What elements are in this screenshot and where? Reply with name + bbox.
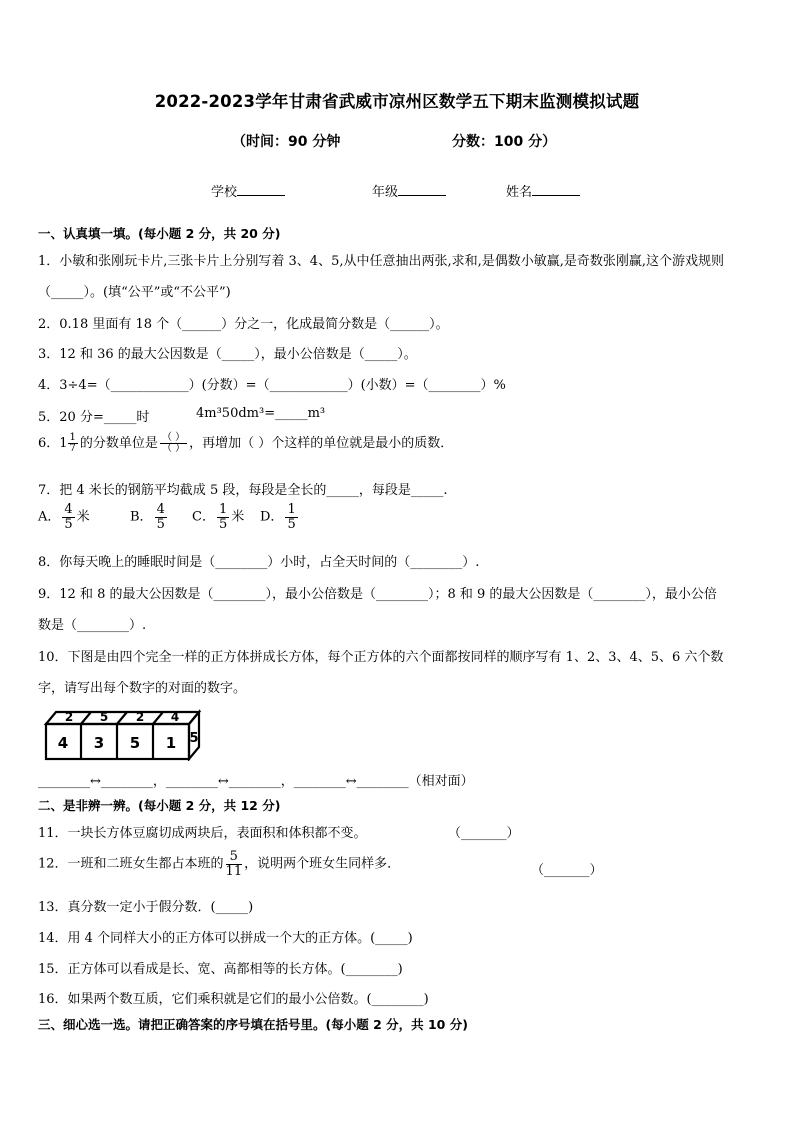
question-2: 2．0.18 里面有 18 个（______）分之一，化成最简分数是（______）。 <box>38 317 449 332</box>
question-12 <box>38 850 400 878</box>
exam-score: 分数：100 分） <box>452 134 557 150</box>
question-6-prefix: 6．1 <box>38 436 68 451</box>
option-a-unit: 米 <box>76 509 90 525</box>
section-2-heading: 二、是非辨一辨。(每小题 2 分，共 12 分) <box>38 798 281 813</box>
cube-divider <box>153 712 163 724</box>
question-16: 16．如果两个数互质，它们乘积就是它们的最小公倍数。(________) <box>38 992 429 1007</box>
question-4: 4．3÷4=（____________）(分数）=（____________）(小数）=（________）% <box>38 378 506 393</box>
question-7: 7．把 4 米长的钢筋平均截成 5 段，每段是全长的_____，每段是_____. <box>38 483 448 498</box>
option-d-numerator: 1 <box>287 502 296 517</box>
cube-top-number: 5 <box>99 710 109 724</box>
question-3: 3．12 和 36 的最大公因数是（_____），最小公倍数是（_____）。 <box>38 347 417 362</box>
option-a-denominator: 5 <box>64 516 73 532</box>
option-c-fraction <box>217 503 229 531</box>
question-8: 8．你每天晚上的睡眠时间是（________）小时，占全天时间的（________）. <box>38 555 480 570</box>
cube-side-number: 5 <box>189 731 199 746</box>
option-d-letter: D． <box>260 509 284 525</box>
question-6 <box>38 432 453 455</box>
question-1-line-1: 1．小敏和张刚玩卡片,三张卡片上分别写着 3、4、5,从中任意抽出两张,求和,是偶数小敏赢,是奇数张刚赢,这个游戏规则 <box>38 254 725 269</box>
cube-front-number: 5 <box>129 734 141 752</box>
cube-divider <box>117 712 127 724</box>
question-6-suffix: ，再增加（ ）个这样的单位就是最小的质数． <box>189 436 454 451</box>
option-c-numerator: 1 <box>218 502 228 517</box>
question-11: 11．一块长方体豆腐切成两块后，表面积和体积都不变。 <box>38 826 367 841</box>
option-c-letter: C． <box>192 509 215 525</box>
name-label: 姓名 <box>506 185 533 200</box>
question-12-suffix: ，说明两个班女生同样多． <box>244 856 401 872</box>
cube-front-number: 4 <box>57 734 69 752</box>
section-1-heading: 一、认真填一填。(每小题 2 分，共 20 分) <box>38 226 281 241</box>
option-b-fraction <box>155 503 167 531</box>
question-10-line-1: 10．下图是由四个完全一样的正方体拼成长方体，每个正方体的六个面都按同样的顺序写有 1、2、3、4、5、6 六个数 <box>38 650 724 665</box>
option-c <box>192 503 260 531</box>
cube-top-number: 2 <box>64 710 74 724</box>
option-b-letter: B． <box>130 509 153 525</box>
q6-blank-numerator: （ ） <box>161 431 186 443</box>
q6-fraction-numerator: 1 <box>69 431 76 443</box>
name-field <box>506 181 580 200</box>
question-13: 13．真分数一定小于假分数．(_____) <box>38 900 254 915</box>
school-label: 学校 <box>211 185 238 200</box>
cube-divider <box>81 712 91 724</box>
question-5-part-a: 5．20 分=_____时 <box>38 410 150 425</box>
question-1-line-2: （_____）。(填“公平”或“不公平”) <box>38 285 231 300</box>
question-14: 14．用 4 个同样大小的正方体可以拼成一个大的正方体。(_____) <box>38 931 413 946</box>
grade-label: 年级 <box>372 185 399 200</box>
name-blank <box>532 195 580 196</box>
cube-front-number: 1 <box>165 734 177 752</box>
grade-field <box>372 181 446 200</box>
option-b-numerator: 4 <box>156 502 165 517</box>
question-9-line-2: 数是（________）. <box>38 618 147 633</box>
cube-top-number: 4 <box>170 710 180 724</box>
question-12-prefix: 12．一班和二班女生都占本班的 <box>38 856 224 872</box>
question-12-answer-blank: （_______） <box>531 863 603 878</box>
option-b <box>130 503 192 531</box>
option-d-denominator: 5 <box>287 516 296 532</box>
cube-figure <box>38 703 208 761</box>
q6-blank-denominator: （ ） <box>161 443 186 454</box>
option-b-denominator: 5 <box>156 516 165 532</box>
cube-front-number: 3 <box>93 734 105 752</box>
question-10-line-2: 字，请写出每个数字的对面的数字。 <box>38 681 247 696</box>
school-blank <box>237 195 285 196</box>
question-6-mixed-fraction <box>68 433 78 455</box>
option-a-numerator: 4 <box>64 502 73 517</box>
option-a <box>38 503 102 531</box>
q6-fraction-denominator: 7 <box>69 443 76 454</box>
option-c-unit: 米 <box>231 509 245 525</box>
page-title: 2022-2023学年甘肃省武威市凉州区数学五下期末监测模拟试题 <box>154 92 640 111</box>
question-7-options <box>38 503 310 531</box>
q12-numerator: 5 <box>226 850 243 865</box>
grade-blank <box>398 195 446 196</box>
exam-time: （时间：90 分钟 <box>232 134 341 150</box>
option-a-letter: A． <box>38 509 61 525</box>
question-12-fraction <box>226 850 243 878</box>
question-15: 15．正方体可以看成是长、宽、高都相等的长方体。(________) <box>38 962 403 977</box>
option-a-fraction <box>62 503 74 531</box>
question-6-blank-fraction <box>160 433 187 455</box>
cube-top-number: 2 <box>135 710 145 724</box>
question-9-line-1: 9．12 和 8 的最大公因数是（________），最小公倍数是（________）；8 和 9 的最大公因数是（________），最小公倍 <box>38 587 717 602</box>
option-c-denominator: 5 <box>218 516 228 532</box>
q12-denominator: 11 <box>225 863 243 879</box>
question-10-answer: ________↔________，________↔________，________↔________（相对面） <box>38 774 474 789</box>
question-6-mid: 的分数单位是 <box>79 436 158 451</box>
option-d <box>260 503 310 531</box>
section-3-heading: 三、细心选一选。请把正确答案的序号填在括号里。(每小题 2 分，共 10 分) <box>38 1017 468 1032</box>
question-5-part-b: 4m³50dm³=_____m³ <box>196 406 326 421</box>
option-d-fraction <box>285 503 297 531</box>
question-11-answer-blank: （_______） <box>448 826 520 841</box>
school-field <box>211 181 285 200</box>
